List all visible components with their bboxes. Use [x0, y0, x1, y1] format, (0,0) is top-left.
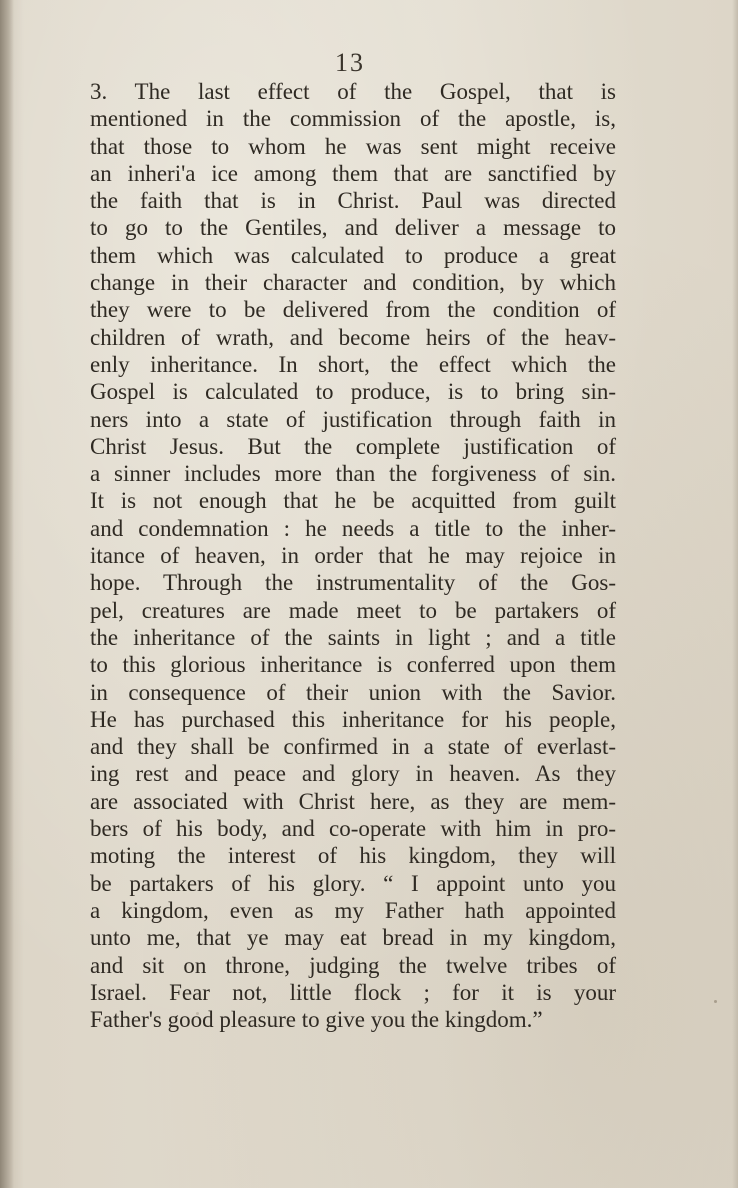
text-line: the inheritance of the saints in light ; and a title: [90, 624, 616, 650]
text-line: Christ Jesus. But the complete justification of: [90, 433, 616, 459]
text-line: ing rest and peace and glory in heaven. As they: [90, 761, 616, 787]
text-line: a sinner includes more than the forgiveness of sin.: [90, 461, 616, 487]
text-line: be partakers of his glory. “ I appoint unto you: [90, 870, 616, 896]
text-line: are associated with Christ here, as they are mem-: [90, 788, 616, 814]
text-line: enly inheritance. In short, the effect which the: [90, 351, 616, 377]
text-line: He has purchased this inheritance for his people,: [90, 706, 616, 732]
page-edge: [732, 0, 738, 1188]
text-line: them which was calculated to produce a great: [90, 242, 616, 268]
text-line: to this glorious inheritance is conferred upon them: [90, 652, 616, 678]
text-line: they were to be delivered from the condition of: [90, 297, 616, 323]
text-line: Israel. Fear not, little flock ; for it is your: [90, 979, 616, 1005]
text-line: hope. Through the instrumentality of the Gos-: [90, 570, 616, 596]
binding-shadow: [0, 0, 14, 1188]
text-line: It is not enough that he be acquitted from guilt: [90, 488, 616, 514]
text-line: mentioned in the commission of the apostle, is,: [90, 106, 616, 132]
text-line: that those to whom he was sent might receive: [90, 133, 616, 159]
text-line: Gospel is calculated to produce, is to bring sin-: [90, 379, 616, 405]
text-line: moting the interest of his kingdom, they will: [90, 843, 616, 869]
paper-speck: [714, 1000, 717, 1003]
text-line: and sit on throne, judging the twelve tribes of: [90, 952, 616, 978]
text-line: the faith that is in Christ. Paul was directed: [90, 188, 616, 214]
text-line: pel, creatures are made meet to be partakers of: [90, 597, 616, 623]
text-line: Father's good pleasure to give you the kingdom.”: [90, 1007, 543, 1033]
text-line: change in their character and condition, by which: [90, 270, 616, 296]
text-line: 3. The last effect of the Gospel, that is: [90, 79, 616, 104]
text-line: and condemnation : he needs a title to the inher-: [90, 515, 616, 541]
text-line: an inheri'a ice among them that are sanctified by: [90, 160, 616, 186]
text-line: and they shall be confirmed in a state of everlast-: [90, 734, 616, 760]
text-line: itance of heaven, in order that he may rejoice in: [90, 543, 616, 569]
text-line: children of wrath, and become heirs of the heav-: [90, 324, 616, 350]
text-line: unto me, that ye may eat bread in my kingdom,: [90, 925, 616, 951]
text-line: a kingdom, even as my Father hath appointed: [90, 897, 616, 923]
page-number: 13: [335, 48, 365, 77]
text-line: ners into a state of justification through faith in: [90, 406, 616, 432]
text-line: to go to the Gentiles, and deliver a message to: [90, 215, 616, 241]
text-line: bers of his body, and co-operate with him in pro-: [90, 816, 616, 842]
body-text: [90, 78, 616, 1033]
text-line: in consequence of their union with the Savior.: [90, 679, 616, 705]
